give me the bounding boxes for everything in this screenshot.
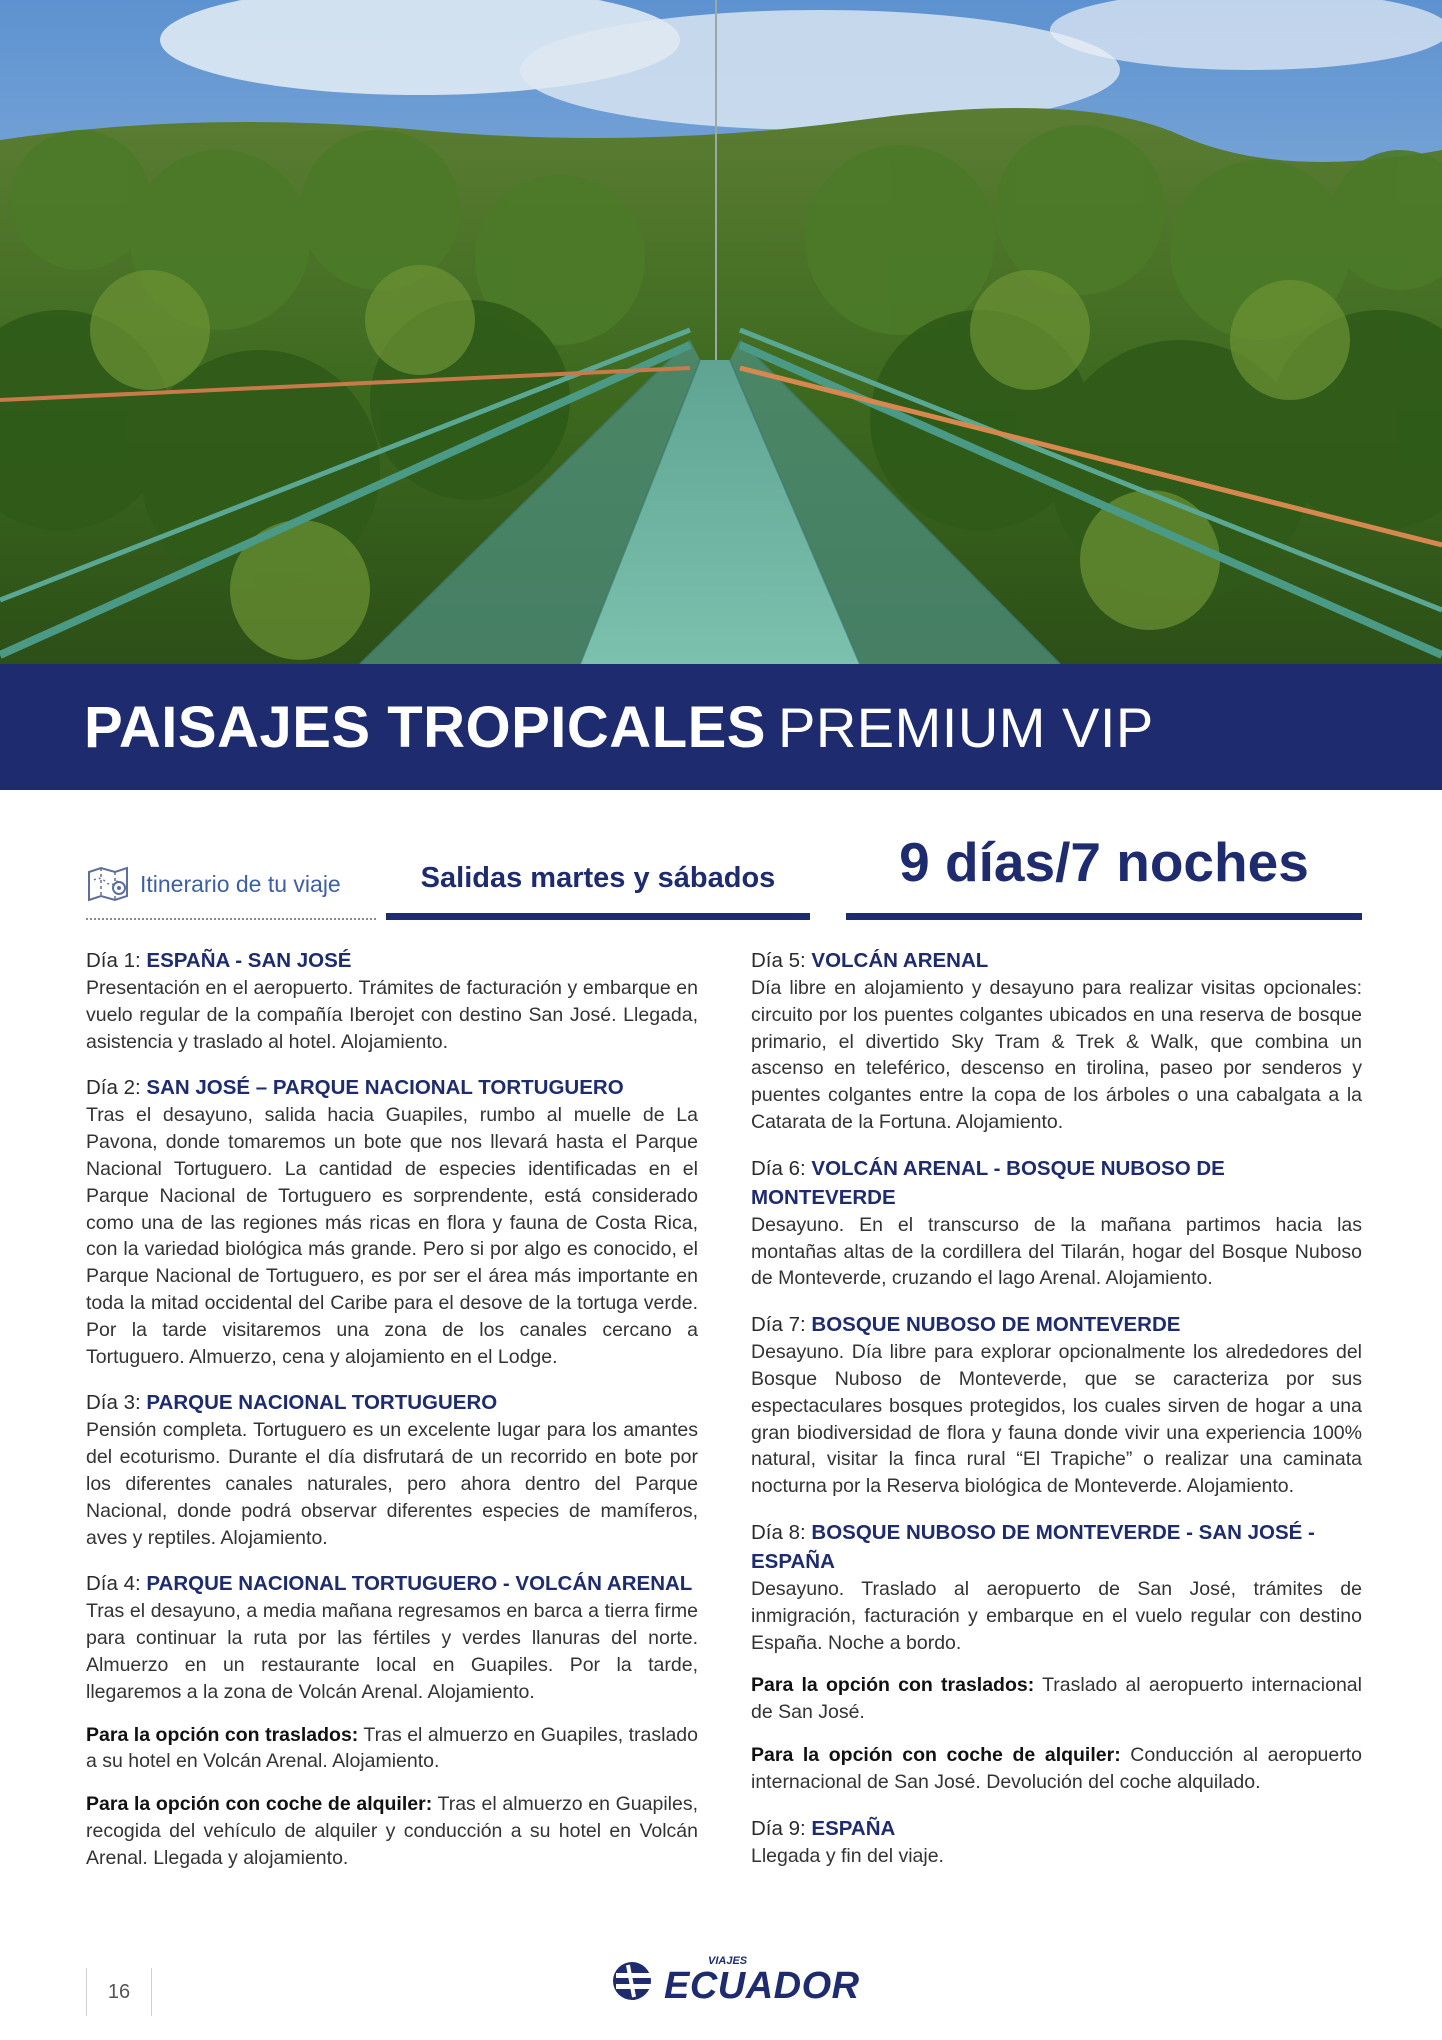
note-label: Para la opción con coche de alquiler: bbox=[751, 1743, 1121, 1766]
day-8 bbox=[751, 1518, 1362, 1796]
duration-text: 9 días/7 noches bbox=[846, 830, 1362, 920]
day-label: Día 7: bbox=[751, 1313, 806, 1337]
car-rental-option-note bbox=[86, 1791, 698, 1871]
day-title: ESPAÑA bbox=[811, 1816, 896, 1840]
day-title: PARQUE NACIONAL TORTUGUERO bbox=[146, 1391, 498, 1415]
day-label: Día 1: bbox=[86, 949, 141, 972]
day-label: Día 8: bbox=[751, 1520, 806, 1544]
page-number: 16 bbox=[86, 1968, 152, 2016]
transfer-option-note bbox=[751, 1672, 1362, 1726]
day-description: Día libre en alojamiento y desayuno para realizar visitas opcionales: circuito por los puentes colgantes ubicados en una reserva de bosque primario, el divertido Sky Tram & Trek & Walk, que combina un ascenso en teleférico, descenso en tirolina, paseo por senderos y puentes colgantes entre la copa de los árboles o una cabalgata a la Catarata de la Fortuna. Alojamiento. bbox=[751, 977, 1362, 1133]
logo-small-text: VIAJES bbox=[708, 1955, 748, 1967]
transfer-option-note bbox=[86, 1722, 698, 1776]
note-label: Para la opción con coche de alquiler: bbox=[86, 1793, 433, 1816]
day-description: Desayuno. Día libre para explorar opcionalmente los alrededores del Bosque Nuboso de Monteverde, que se caracteriza por sus espectaculares bosques protegidos, los cuales sirven de hogar a una gran biodiversidad de flora y fauna donde vivir una experiencia 100% natural, visitar la finca rural “El Trapiche” o realizar una caminata nocturna por la Reserva biológica de Monteverde. Alojamiento. bbox=[751, 1341, 1362, 1498]
day-label: Día 5: bbox=[751, 949, 806, 972]
day-label: Día 3: bbox=[86, 1391, 141, 1415]
day-description: Desayuno. En el transcurso de la mañana partimos hacia las montañas altas de la cordillera del Tilarán, hogar del Bosque Nuboso de Monteverde, cruzando el lago Arenal. Alojamiento. bbox=[751, 1213, 1362, 1290]
day-title: VOLCÁN ARENAL - BOSQUE NUBOSO DE MONTEVERDE bbox=[751, 1156, 1225, 1209]
logo-brand-text: ECUADOR bbox=[664, 1965, 860, 2007]
day-description: Llegada y fin del viaje. bbox=[751, 1844, 944, 1867]
day-9 bbox=[751, 1814, 1362, 1870]
note-label: Para la opción con traslados: bbox=[86, 1723, 359, 1746]
note-text: Tras el almuerzo en Guapiles, recogida del vehículo de alquiler y conducción a su hotel en Volcán Arenal. Llegada y alojamiento. bbox=[86, 1793, 698, 1869]
page-title: PAISAJES TROPICALES bbox=[84, 694, 766, 760]
day-description: Desayuno. Traslado al aeropuerto de San José, trámites de inmigración, facturación y embarque en el vuelo regular con destino España. Noche a bordo. bbox=[751, 1577, 1362, 1654]
day-description: Tras el desayuno, salida hacia Guapiles, rumbo al muelle de La Pavona, donde tomaremos un bote que nos llevará hasta el Parque Nacional Tortuguero. La cantidad de especies identificadas en el Parque Nacional de Tortuguero es sorprendente, está considerado como una de las regiones más ricas en flora y fauna de Costa Rica, con la variedad biológica más grande. Pero si por algo es conocido, el Parque Nacional de Tortuguero, es por ser el área más importante en toda la mitad occidental del Caribe para el desove de la tortuga verde. Por la tarde visitaremos una zona de los canales cercano a Tortuguero. Almuerzo, cena y alojamiento en el Lodge. bbox=[86, 1104, 698, 1368]
itinerary-column-left bbox=[86, 946, 698, 1890]
day-label: Día 6: bbox=[751, 1156, 806, 1180]
note-text: Conducción al aeropuerto internacional de San José. Devolución del coche alquilado. bbox=[751, 1743, 1362, 1793]
map-pin-icon bbox=[86, 864, 132, 904]
day-description: Tras el desayuno, a media mañana regresamos en barca a tierra firme para continuar la ruta por las fértiles y verdes llanuras del norte. Almuerzo en un restaurante local en Guapiles. Por la tarde, llegaremos a la zona de Volcán Arenal. Alojamiento. bbox=[86, 1600, 698, 1703]
day-description: Pensión completa. Tortuguero es un excelente lugar para los amantes del ecoturismo. Durante el día disfrutará de un recorrido en bote por los diferentes canales naturales, pero ahora dentro del Parque Nacional, donde podrá observar diferentes especies de mamíferos, aves y reptiles. Alojamiento. bbox=[86, 1419, 698, 1549]
day-label: Día 4: bbox=[86, 1572, 141, 1596]
page-subtitle: PREMIUM VIP bbox=[778, 695, 1154, 759]
day-title: VOLCÁN ARENAL bbox=[811, 949, 989, 972]
day-7 bbox=[751, 1310, 1362, 1500]
itinerary-label: Itinerario de tu viaje bbox=[140, 870, 341, 897]
day-label: Día 2: bbox=[86, 1076, 141, 1100]
logo-mark-icon bbox=[608, 1959, 660, 2003]
brand-logo bbox=[608, 1956, 860, 2005]
day-4 bbox=[86, 1569, 698, 1871]
day-title: ESPAÑA - SAN JOSÉ bbox=[146, 949, 352, 972]
hanging-bridge-illustration bbox=[0, 0, 1442, 664]
day-6 bbox=[751, 1154, 1362, 1292]
title-band bbox=[0, 664, 1442, 790]
itinerary-header bbox=[86, 864, 341, 904]
day-title: PARQUE NACIONAL TORTUGUERO - VOLCÁN ARENAL bbox=[146, 1572, 693, 1596]
day-2 bbox=[86, 1073, 698, 1370]
dotted-divider bbox=[86, 918, 376, 920]
itinerary-column-right bbox=[751, 946, 1362, 1887]
day-3 bbox=[86, 1388, 698, 1551]
hero-photo bbox=[0, 0, 1442, 664]
note-label: Para la opción con traslados: bbox=[751, 1674, 1035, 1697]
day-1 bbox=[86, 946, 698, 1055]
day-description: Presentación en el aeropuerto. Trámites de facturación y embarque en vuelo regular de la compañía Iberojet con destino San José. Llegada, asistencia y traslado al hotel. Alojamiento. bbox=[86, 977, 698, 1053]
note-text: Tras el almuerzo en Guapiles, traslado a su hotel en Volcán Arenal. Alojamiento. bbox=[86, 1723, 698, 1773]
day-title: BOSQUE NUBOSO DE MONTEVERDE bbox=[811, 1313, 1181, 1337]
note-text: Traslado al aeropuerto internacional de San José. bbox=[751, 1674, 1362, 1724]
day-label: Día 9: bbox=[751, 1816, 806, 1840]
car-rental-option-note bbox=[751, 1742, 1362, 1796]
day-title: SAN JOSÉ – PARQUE NACIONAL TORTUGUERO bbox=[146, 1076, 624, 1100]
day-5 bbox=[751, 946, 1362, 1136]
day-title: BOSQUE NUBOSO DE MONTEVERDE - SAN JOSÉ - ESPAÑA bbox=[751, 1520, 1315, 1573]
departures-text: Salidas martes y sábados bbox=[386, 858, 810, 920]
